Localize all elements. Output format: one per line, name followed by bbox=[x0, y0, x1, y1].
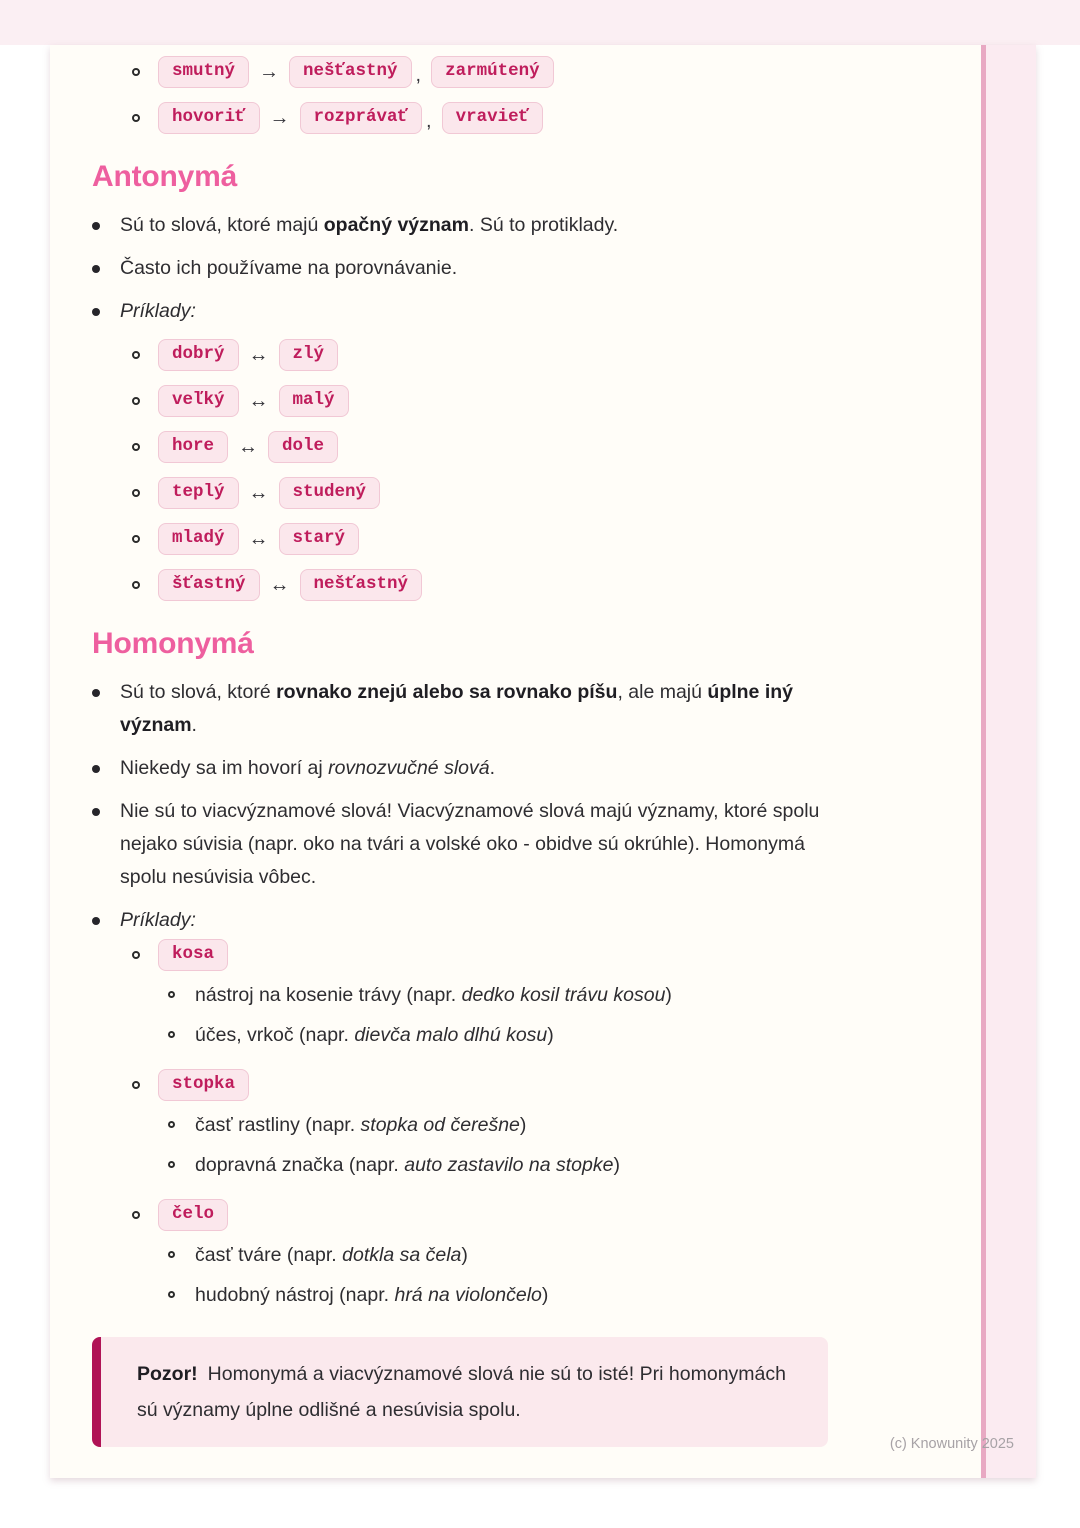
arrow-both-icon: ↔ bbox=[248, 344, 269, 366]
antonym-pair-row bbox=[132, 568, 892, 602]
bullet-marker bbox=[92, 904, 120, 925]
meaning-item bbox=[168, 1109, 892, 1141]
word-tag: čelo bbox=[158, 1199, 228, 1231]
bullet-text: Príklady: bbox=[120, 300, 196, 322]
homonym-example-group bbox=[92, 1199, 892, 1311]
homonyma-bullet-list bbox=[92, 676, 892, 937]
page-gap-band bbox=[0, 0, 1080, 45]
text-segment-bold: úplne iný význam bbox=[120, 681, 793, 736]
word-tag: veľký bbox=[158, 385, 239, 417]
word-tag: nešťastný bbox=[289, 56, 412, 88]
bullet-text bbox=[120, 676, 820, 742]
word-tag: malý bbox=[279, 385, 349, 417]
bullet-marker bbox=[132, 101, 158, 135]
section-title-antonyma: Antonymá bbox=[92, 160, 238, 193]
word-tag: rozprávať bbox=[300, 102, 423, 134]
text-segment: ) bbox=[519, 1114, 527, 1136]
antonym-pair-row bbox=[132, 430, 892, 464]
text-segment-bold: opačný význam bbox=[323, 214, 469, 236]
word-tag: vravieť bbox=[442, 102, 544, 134]
text-segment: hudobný nástroj (napr. bbox=[195, 1284, 395, 1306]
text-segment: časť tváre (napr. bbox=[195, 1244, 343, 1266]
meaning-item bbox=[168, 1239, 892, 1271]
text-segment: Niekedy sa im hovorí aj bbox=[120, 757, 329, 779]
bullet-marker bbox=[132, 939, 158, 971]
bullet-text bbox=[120, 209, 820, 242]
text-segment: ) bbox=[541, 1284, 549, 1306]
comma-separator: , bbox=[415, 64, 422, 86]
arrow-right-icon: → bbox=[259, 61, 280, 83]
text-segment: ) bbox=[461, 1244, 468, 1266]
bullet-item bbox=[92, 752, 892, 785]
text-segment: nástroj na kosenie trávy (napr. bbox=[195, 984, 462, 1006]
meaning-text bbox=[195, 1149, 855, 1181]
text-segment-italic: dedko kosil trávu kosou bbox=[461, 984, 666, 1006]
bullet-item bbox=[92, 295, 892, 328]
credit-watermark: (c) Knowunity 2025 bbox=[889, 1436, 1014, 1452]
meaning-text bbox=[195, 1109, 855, 1141]
homonym-word-row bbox=[132, 1069, 892, 1101]
homonym-word-row bbox=[132, 1199, 892, 1231]
antonym-pair-row bbox=[132, 522, 892, 556]
bullet-marker bbox=[132, 1199, 158, 1231]
word-tag: zarmútený bbox=[431, 56, 554, 88]
bullet-marker bbox=[168, 1279, 195, 1298]
bullet-item bbox=[92, 795, 892, 894]
bullet-marker bbox=[132, 338, 158, 372]
bullet-marker bbox=[132, 522, 158, 556]
word-tag: hore bbox=[158, 431, 228, 463]
bullet-marker bbox=[92, 209, 120, 230]
section-title-homonyma: Homonymá bbox=[92, 627, 254, 660]
bullet-marker bbox=[132, 384, 158, 418]
word-tag: studený bbox=[279, 477, 381, 509]
callout-warning bbox=[92, 1337, 828, 1447]
text-segment: ) bbox=[547, 1024, 554, 1046]
bullet-marker bbox=[168, 1239, 195, 1258]
text-segment-italic: hrá na violončelo bbox=[394, 1284, 542, 1306]
meaning-text bbox=[195, 1019, 855, 1051]
arrow-both-icon: ↔ bbox=[248, 482, 269, 504]
text-segment-italic: rovnozvučné slová bbox=[328, 757, 490, 779]
text-segment: ) bbox=[665, 984, 672, 1006]
word-tag: teplý bbox=[158, 477, 239, 509]
homonym-example-group bbox=[92, 939, 892, 1051]
antonym-pair-row bbox=[132, 476, 892, 510]
word-tag: nešťastný bbox=[300, 569, 423, 601]
meaning-item bbox=[168, 1279, 892, 1311]
bullet-item bbox=[92, 209, 892, 242]
bullet-text: Často ich používame na porovnávanie. bbox=[120, 257, 458, 279]
page-content bbox=[92, 55, 892, 1447]
bullet-marker bbox=[92, 676, 120, 697]
bullet-marker bbox=[168, 1109, 195, 1128]
meaning-item bbox=[168, 979, 892, 1011]
text-segment: časť rastliny (napr. bbox=[195, 1114, 361, 1136]
arrow-both-icon: ↔ bbox=[238, 436, 259, 458]
word-tag: starý bbox=[279, 523, 360, 555]
bullet-marker bbox=[132, 568, 158, 602]
text-segment: , ale majú bbox=[617, 681, 708, 703]
bullet-marker bbox=[92, 252, 120, 273]
bullet-marker bbox=[132, 430, 158, 464]
word-tag: dole bbox=[268, 431, 338, 463]
text-segment-italic: dotkla sa čela bbox=[342, 1244, 462, 1266]
homonym-example-group bbox=[92, 1069, 892, 1181]
meaning-text bbox=[195, 1239, 855, 1271]
text-segment: Sú to slová, ktoré bbox=[120, 681, 277, 703]
bullet-marker bbox=[132, 476, 158, 510]
comma-separator: , bbox=[426, 110, 432, 132]
homonym-examples bbox=[92, 939, 892, 1311]
text-segment: . bbox=[489, 757, 496, 779]
arrow-right-icon: → bbox=[269, 107, 290, 129]
text-segment: dopravná značka (napr. bbox=[195, 1154, 405, 1176]
word-tag: smutný bbox=[158, 56, 249, 88]
homonym-word-row bbox=[132, 939, 892, 971]
text-segment: ) bbox=[613, 1154, 620, 1176]
text-segment: Sú to slová, ktoré majú bbox=[120, 214, 324, 236]
bullet-text: Nie sú to viacvýznamové slová! Viacvýznamové slová majú významy, ktoré spolu nejako súvisia (napr. oko na tvári a volské oko - obidve sú okrúhle). Homonymá spolu nesúvisia vôbec. bbox=[120, 800, 820, 888]
meaning-item bbox=[168, 1019, 892, 1051]
bullet-text: Príklady: bbox=[120, 909, 196, 931]
word-tag: mladý bbox=[158, 523, 239, 555]
antonym-pair-row bbox=[132, 338, 892, 372]
callout-title: Pozor! bbox=[137, 1363, 198, 1385]
word-tag: kosa bbox=[158, 939, 228, 971]
text-segment-italic: stopka od čerešne bbox=[360, 1114, 520, 1136]
text-segment-bold: rovnako znejú alebo sa rovnako píšu bbox=[276, 681, 618, 703]
bullet-item bbox=[92, 676, 892, 742]
bullet-item bbox=[92, 252, 892, 285]
text-segment-italic: auto zastavilo na stopke bbox=[404, 1154, 614, 1176]
meaning-text bbox=[195, 979, 855, 1011]
bullet-marker bbox=[168, 1149, 195, 1168]
bullet-marker bbox=[92, 752, 120, 773]
text-segment: . bbox=[191, 714, 197, 736]
bullet-text bbox=[120, 752, 820, 785]
word-tag: šťastný bbox=[158, 569, 260, 601]
arrow-both-icon: ↔ bbox=[248, 528, 269, 550]
text-segment: účes, vrkoč (napr. bbox=[195, 1024, 355, 1046]
synonym-row bbox=[132, 55, 892, 89]
note-page bbox=[50, 45, 1036, 1478]
text-segment-italic: dievča malo dlhú kosu bbox=[354, 1024, 548, 1046]
decorative-right-strip bbox=[981, 45, 1036, 1478]
arrow-both-icon: ↔ bbox=[269, 574, 290, 596]
bullet-marker bbox=[132, 1069, 158, 1101]
arrow-both-icon: ↔ bbox=[248, 390, 269, 412]
antonyma-bullet-list bbox=[92, 209, 892, 328]
synonym-row bbox=[132, 101, 892, 135]
word-tag: stopka bbox=[158, 1069, 249, 1101]
meaning-item bbox=[168, 1149, 892, 1181]
text-segment: . Sú to protiklady. bbox=[469, 214, 619, 236]
antonym-pair-row bbox=[132, 384, 892, 418]
bullet-marker bbox=[168, 979, 195, 998]
bullet-item bbox=[92, 904, 892, 937]
bullet-marker bbox=[92, 295, 120, 316]
bullet-marker bbox=[132, 55, 158, 89]
word-tag: zlý bbox=[279, 339, 339, 371]
callout-text: Homonymá a viacvýznamové slová nie sú to isté! Pri homonymách sú významy úplne odlišné a nesúvisia spolu. bbox=[137, 1363, 786, 1421]
antonym-pairs-list bbox=[92, 338, 892, 602]
word-tag: dobrý bbox=[158, 339, 239, 371]
bullet-marker bbox=[92, 795, 120, 816]
word-tag: hovoriť bbox=[158, 102, 260, 134]
bullet-marker bbox=[168, 1019, 195, 1038]
meaning-text bbox=[195, 1279, 855, 1311]
